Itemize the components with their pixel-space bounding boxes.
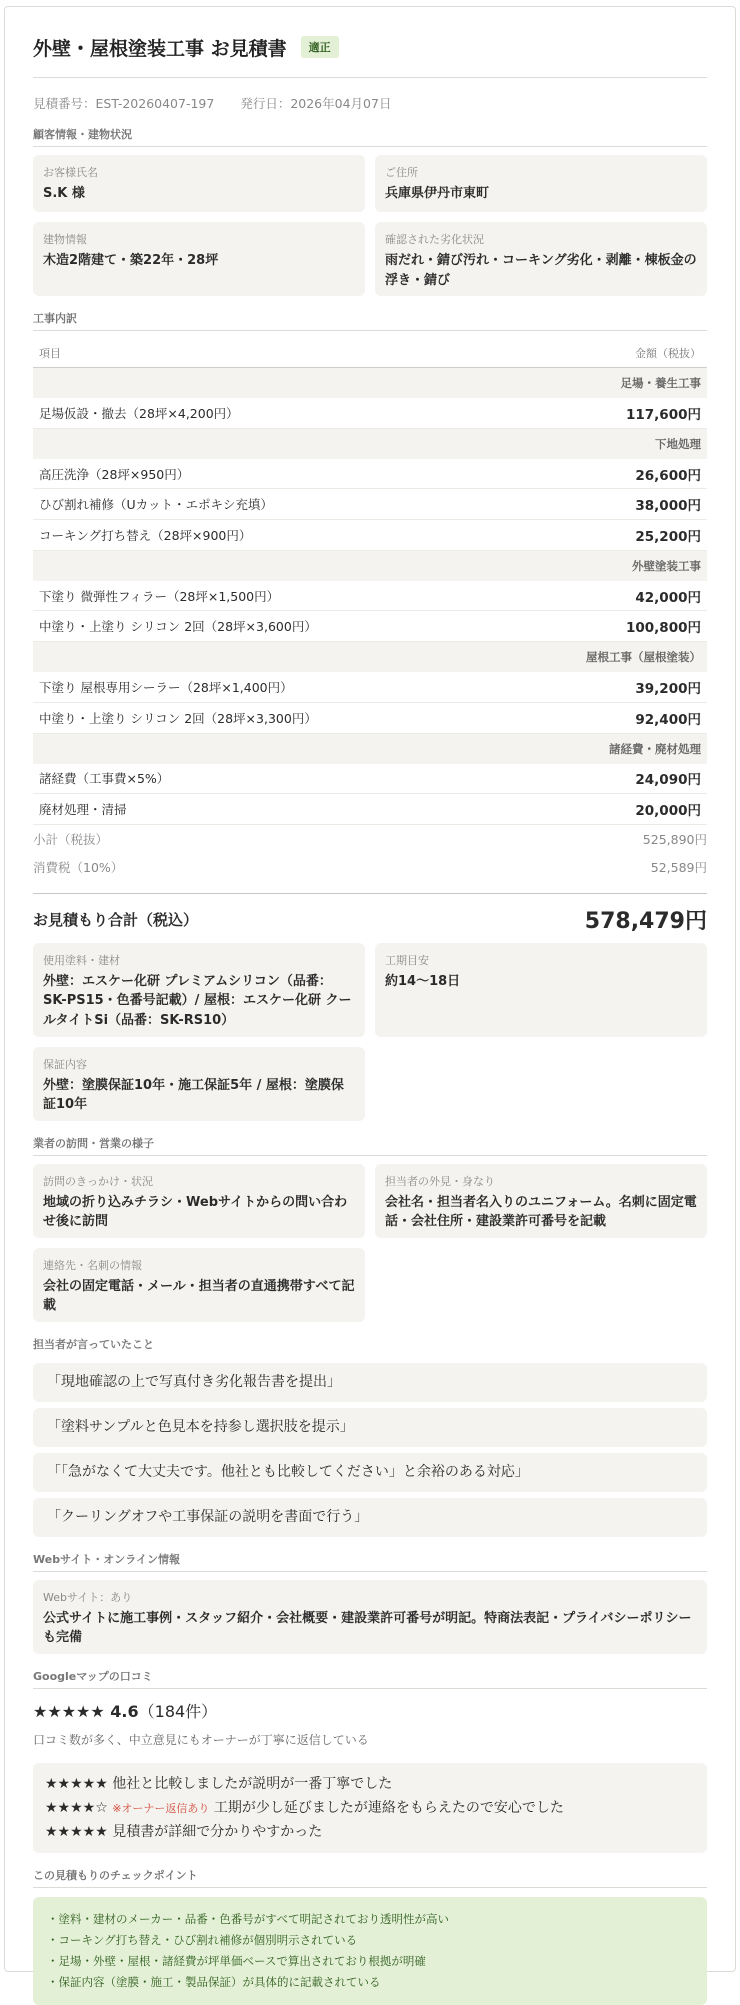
status-badge: 適正	[301, 36, 339, 58]
table-row	[33, 703, 707, 734]
table-row	[33, 581, 707, 612]
visit-trigger-label: 訪問のきっかけ・状況	[43, 1174, 153, 1188]
table-row	[33, 764, 707, 795]
tax-label: 消費税（10%）	[33, 859, 124, 875]
row-amount: 26,600円	[635, 467, 701, 484]
review-item	[45, 1820, 695, 1844]
rating-score: 4.6	[110, 1701, 139, 1721]
list-item: ・塗料・建材のメーカー・品番・色番号がすべて明記されており透明性が高い	[47, 1911, 450, 1926]
subtotal-value: 525,890円	[642, 831, 707, 847]
table-row	[33, 459, 707, 490]
row-amount: 117,600円	[626, 406, 701, 423]
customer-name-card	[33, 155, 365, 212]
table-row	[33, 672, 707, 703]
building-label: 建物情報	[43, 233, 87, 246]
period-card	[375, 943, 707, 1037]
list-item: 「クーリングオフや工事保証の説明を書面で行う」	[33, 1498, 707, 1537]
category-wall: 外壁塗装工事	[33, 551, 707, 581]
checkpoint-list	[33, 1897, 707, 2005]
list-item: 「「急がなくて大丈夫です。他社とも比較してください」と余裕のある対応」	[33, 1453, 707, 1492]
review-count: （184件）	[138, 1701, 218, 1721]
row-amount: 39,200円	[635, 680, 701, 697]
damage-card	[375, 222, 707, 296]
row-amount: 92,400円	[635, 711, 701, 728]
review-item	[45, 1772, 695, 1796]
breakdown-table	[33, 338, 707, 941]
web-value: 公式サイトに施工事例・スタッフ紹介・会社概要・建設業許可番号が明記。特商法表記・プライバシーポリシーも完備	[43, 1610, 692, 1646]
paint-value: 外壁：エスケー化研 プレミアムシリコン（品番：SK-PS15・色番号記載）/ 屋根：エスケー化研 クールタイトSi（品番：SK-RS10）	[43, 973, 352, 1028]
subtotal-label: 小計（税抜）	[33, 831, 109, 847]
row-item: 廃材処理・清掃	[39, 802, 127, 818]
row-item: ひび割れ補修（Uカット・エポキシ充填）	[39, 497, 273, 513]
category-prep: 下地処理	[33, 429, 707, 459]
row-amount: 24,090円	[635, 772, 701, 789]
issue-date: 発行日：2026年04月07日	[240, 96, 392, 111]
row-amount: 100,800円	[626, 620, 701, 637]
warranty-value: 外壁：塗膜保証10年・施工保証5年 / 屋根：塗膜保証10年	[43, 1077, 344, 1113]
row-item: 高圧洗浄（28坪×950円）	[39, 466, 190, 482]
address-value: 兵庫県伊丹市東町	[385, 186, 490, 201]
review-list	[33, 1763, 707, 1853]
row-item: 諸経費（工事費×5%）	[39, 771, 170, 787]
section-visit: 業者の訪問・営業の様子	[33, 1135, 707, 1156]
building-card	[33, 222, 365, 296]
address-card	[375, 155, 707, 212]
rating-stars-icon: ★★★★★	[33, 1701, 105, 1721]
list-item: ・保証内容（塗膜・施工・製品保証）が具体的に記載されている	[47, 1974, 381, 1989]
review-text: 工期が少し延びましたが連絡をもらえたので安心でした	[213, 1799, 564, 1816]
list-item: ・コーキング打ち替え・ひび割れ補修が個別明示されている	[47, 1932, 358, 1947]
review-item	[45, 1796, 695, 1820]
contact-label: 連絡先・名刺の情報	[43, 1258, 142, 1272]
appearance-value: 会社名・担当者名入りのユニフォーム。名刺に固定電話・会社住所・建設業許可番号を記載	[385, 1194, 697, 1230]
row-amount: 38,000円	[635, 498, 701, 515]
row-amount: 20,000円	[635, 803, 701, 820]
warranty-card	[33, 1047, 365, 1121]
row-item: 中塗り・上塗り シリコン 2回（28坪×3,300円）	[39, 710, 317, 726]
table-row	[33, 794, 707, 825]
paint-card	[33, 943, 365, 1037]
col-item: 項目	[39, 346, 61, 360]
section-google: Googleマップの口コミ	[33, 1668, 707, 1689]
damage-value: 雨だれ・錆び汚れ・コーキング劣化・剥離・棟板金の浮き・錆び	[385, 253, 697, 288]
row-item: コーキング打ち替え（28坪×900円）	[39, 527, 252, 543]
total-row	[33, 893, 707, 941]
paint-label: 使用塗料・建材	[43, 953, 120, 967]
table-row	[33, 520, 707, 551]
period-label: 工期目安	[385, 953, 429, 967]
category-misc: 諸経費・廃材処理	[33, 734, 707, 764]
visit-trigger-card	[33, 1164, 365, 1238]
customer-name-label: お客様氏名	[43, 166, 98, 179]
google-rating	[33, 1699, 707, 1725]
section-breakdown: 工事内訳	[33, 310, 707, 331]
row-amount: 42,000円	[635, 589, 701, 606]
subtotal-row	[33, 825, 707, 853]
warranty-label: 保証内容	[43, 1057, 87, 1071]
estimate-number: 見積番号：EST-20260407-197	[33, 96, 215, 111]
list-item: ・足場・外壁・屋根・諸経費が坪単価ベースで算出されており根拠が明確	[47, 1953, 426, 1968]
category-scaffold: 足場・養生工事	[33, 368, 707, 398]
page-title: 外壁・屋根塗装工事 お見積書	[33, 37, 287, 60]
spec-grid	[33, 943, 707, 1121]
tax-row	[33, 853, 707, 881]
owner-reply-tag: ※オーナー返信あり	[112, 1801, 210, 1815]
contact-value: 会社の固定電話・メール・担当者の直通携帯すべて記載	[43, 1278, 355, 1314]
divider	[33, 77, 707, 78]
estimate-meta	[33, 94, 707, 112]
sayings-list	[33, 1363, 707, 1537]
row-item: 下塗り 屋根専用シーラー（28坪×1,400円）	[39, 679, 293, 695]
row-item: 中塗り・上塗り シリコン 2回（28坪×3,600円）	[39, 619, 317, 635]
table-row	[33, 611, 707, 642]
estimate-sheet	[4, 6, 736, 1989]
title-row	[33, 31, 707, 63]
damage-label: 確認された劣化状況	[385, 233, 484, 246]
row-item: 足場仮設・撤去（28坪×4,200円）	[39, 405, 239, 421]
section-web: Webサイト・オンライン情報	[33, 1551, 707, 1572]
table-header	[33, 338, 707, 368]
table-row	[33, 489, 707, 520]
table-row	[33, 398, 707, 429]
section-checkpoints: この見積もりのチェックポイント	[33, 1867, 707, 1888]
visit-grid	[33, 1164, 707, 1322]
review-stars-icon: ★★★★☆	[45, 1799, 108, 1816]
section-customer: 顧客情報・建物状況	[33, 126, 707, 147]
review-stars-icon: ★★★★★	[45, 1823, 108, 1840]
address-label: ご住所	[385, 166, 418, 179]
review-text: 他社と比較しましたが説明が一番丁寧でした	[112, 1775, 393, 1792]
review-note: 口コミ数が多く、中立意見にもオーナーが丁寧に返信している	[33, 1732, 369, 1747]
row-amount: 25,200円	[635, 528, 701, 545]
total-label: お見積もり合計（税込）	[33, 910, 199, 929]
web-card	[33, 1580, 707, 1654]
web-label: Webサイト：あり	[43, 1590, 133, 1604]
customer-name: S.K 様	[43, 186, 85, 201]
tax-value: 52,589円	[650, 859, 707, 875]
appearance-card	[375, 1164, 707, 1238]
review-text: 見積書が詳細で分かりやすかった	[112, 1823, 323, 1840]
list-item: 「現地確認の上で写真付き劣化報告書を提出」	[33, 1363, 707, 1402]
section-sayings: 担当者が言っていたこと	[33, 1337, 154, 1351]
total-value: 578,479円	[584, 908, 707, 934]
col-amount: 金額（税抜）	[635, 346, 701, 360]
appearance-label: 担当者の外見・身なり	[385, 1174, 495, 1188]
contact-card	[33, 1248, 365, 1322]
row-item: 下塗り 微弾性フィラー（28坪×1,500円）	[39, 588, 280, 604]
building-value: 木造2階建て・築22年・28坪	[43, 253, 219, 268]
list-item: 「塗料サンプルと色見本を持参し選択肢を提示」	[33, 1408, 707, 1447]
customer-grid	[33, 155, 707, 296]
review-stars-icon: ★★★★★	[45, 1775, 108, 1792]
period-value: 約14〜18日	[385, 973, 461, 989]
visit-trigger-value: 地域の折り込みチラシ・Webサイトからの問い合わせ後に訪問	[43, 1194, 348, 1230]
category-roof: 屋根工事（屋根塗装）	[33, 642, 707, 672]
